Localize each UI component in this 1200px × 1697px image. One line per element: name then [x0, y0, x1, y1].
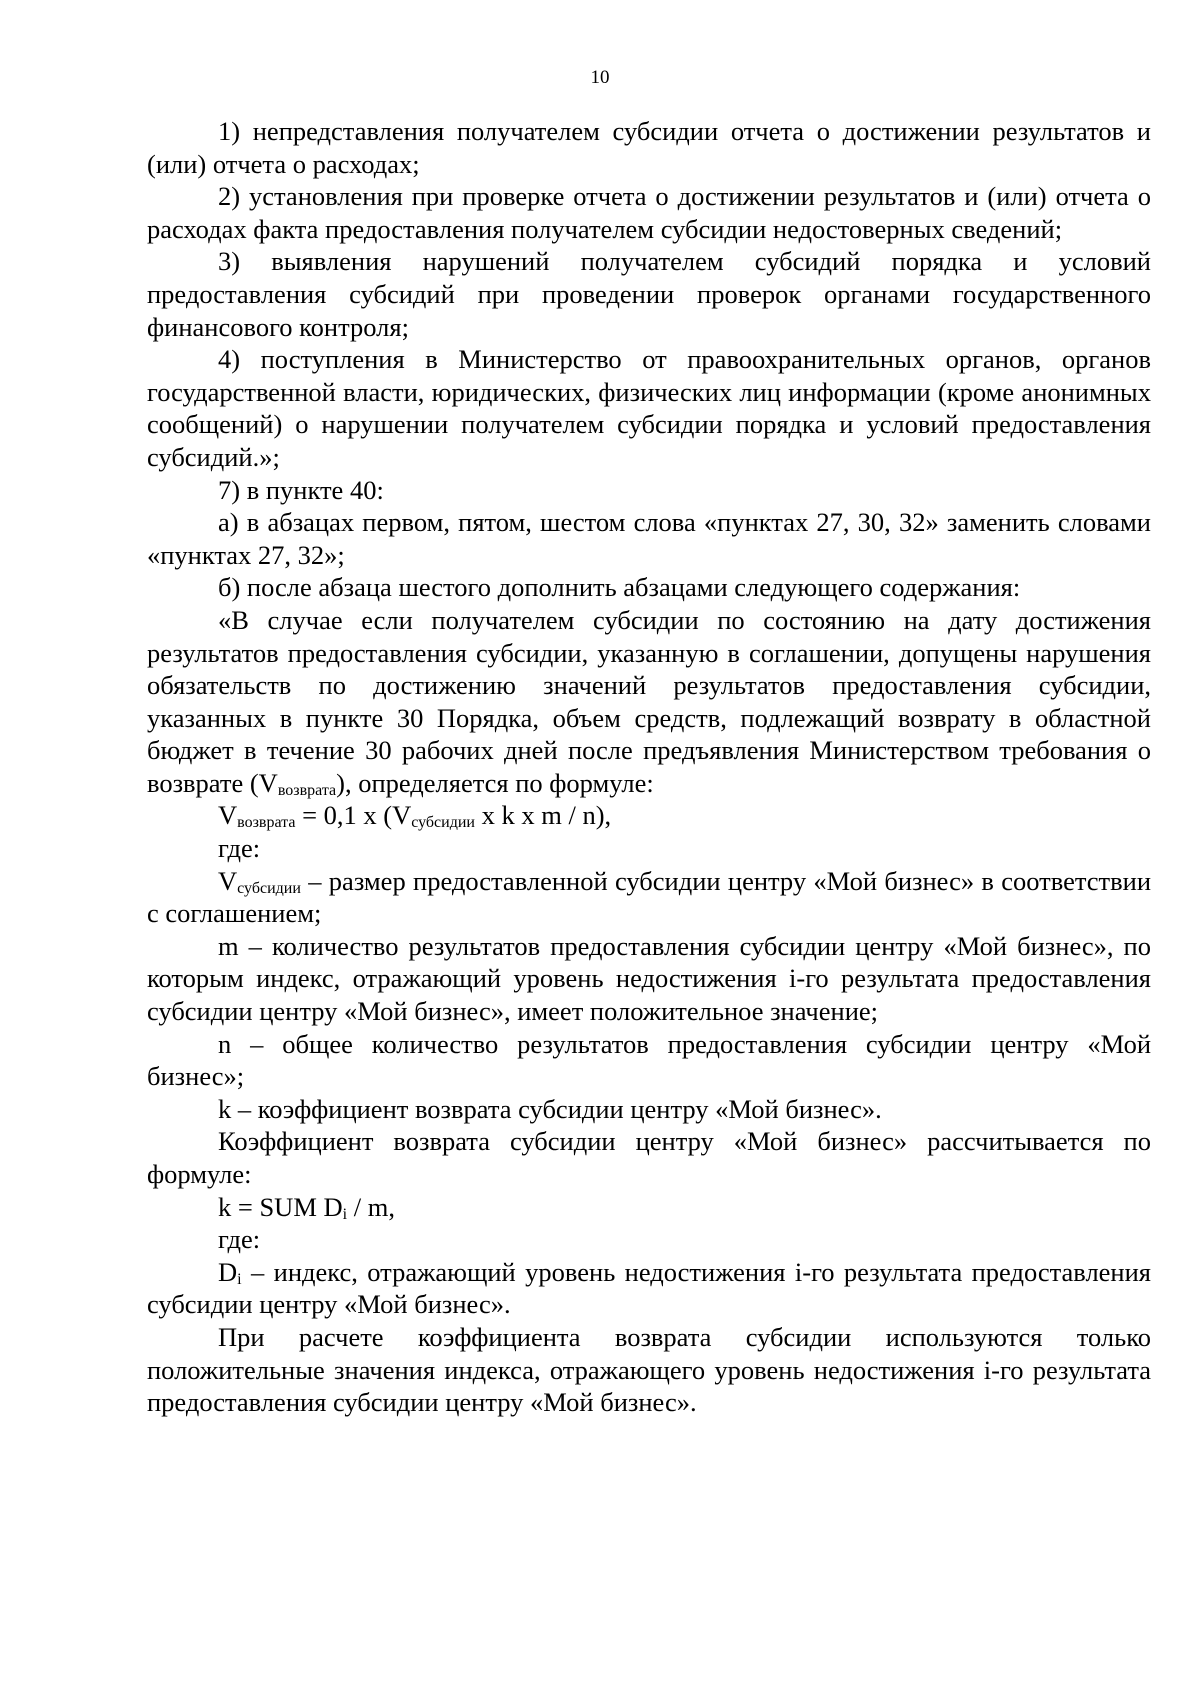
paragraph-coefficient: Коэффициент возврата субсидии центру «Мой бизнес» рассчитывается по формуле:: [147, 1126, 1151, 1189]
list-item-3: 3) выявления нарушений получателем субсидий порядка и условий предоставления субсидий при проведении проверок органами государственного финансового контроля;: [147, 246, 1151, 342]
formula-tail: / m,: [347, 1191, 395, 1222]
subscript: субсидии: [411, 814, 475, 832]
definition-d: [147, 1256, 1151, 1321]
subscript: i: [237, 1270, 242, 1288]
formula-tail: x k x m / n),: [474, 800, 612, 831]
clause-7: 7) в пункте 40:: [218, 474, 384, 505]
paragraph-return-case-tail: ), определяется по формуле:: [336, 767, 654, 798]
where-label: где:: [218, 833, 261, 864]
definition-m: m – количество результатов предоставления субсидии центру «Мой бизнес», по которым индекс, отражающий уровень недостижения i-го результата предоставления субсидии центру «Мой бизнес», имеет положительное значение;: [147, 930, 1151, 1027]
definition-n: n – общее количество результатов предоставления субсидии центру «Мой бизнес»;: [147, 1028, 1151, 1092]
list-item-4: 4) поступления в Министерство от правоохранительных органов, органов государственной власти, юридических, физических лиц информации (кроме анонимных сообщений) о нарушении получателем субсидии порядка и условий предоставления субсидий.»;: [147, 344, 1151, 472]
formula-mid: = 0,1 x (V: [295, 800, 412, 831]
definition-v-subsidy: [147, 865, 1151, 930]
subscript: i: [342, 1205, 348, 1223]
subscript: возврата: [237, 814, 296, 832]
formula-var: V: [218, 800, 238, 831]
where-label: где:: [218, 1224, 261, 1255]
formula-k: [147, 1191, 1151, 1224]
page-number: 10: [590, 67, 610, 88]
formula-v-return: [147, 799, 1151, 832]
definition-k: k – коэффициент возврата субсидии центру «Мой бизнес».: [218, 1093, 882, 1124]
list-item-1: 1) непредставления получателем субсидии отчета о достижении результатов и (или) отчета о расходах;: [147, 116, 1151, 179]
paragraph-return-case-text: «В случае если получателем субсидии по состоянию на дату достижения результатов предоставления субсидии, указанную в соглашении, допущены нарушения обязательств по достижению значений результатов предоставления субсидии, указанных в пункте 30 Порядка, объем средств, подлежащий возврату в областной бюджет в течение 30 рабочих дней после предъявления Министерством требования о возврате (V: [147, 604, 1151, 798]
clause-7a: а) в абзацах первом, пятом, шестом слова «пунктах 27, 30, 32» заменить словами «пунктах 27, 32»;: [147, 507, 1151, 570]
document-body: [147, 115, 1151, 1419]
list-item-2: 2) установления при проверке отчета о достижении результатов и (или) отчета о расходах факта предоставления получателем субсидии недостоверных сведений;: [147, 181, 1151, 244]
paragraph-return-case: [147, 604, 1151, 800]
def-text: – размер предоставленной субсидии центру «Мой бизнес» в соответствии с соглашением;: [147, 865, 1151, 929]
paragraph-final: При расчете коэффициента возврата субсидии используются только положительные значения индекса, отражающего уровень недостижения i-го результата предоставления субсидии центру «Мой бизнес».: [147, 1321, 1151, 1418]
subscript: возврата: [277, 781, 337, 799]
clause-7b: б) после абзаца шестого дополнить абзацами следующего содержания:: [218, 572, 1021, 603]
def-var: V: [218, 865, 238, 896]
def-text: – индекс, отражающий уровень недостижения i-го результата предоставления субсидии центру «Мой бизнес».: [147, 1256, 1151, 1320]
subscript: субсидии: [237, 879, 301, 897]
formula-left: k = SUM D: [218, 1191, 343, 1222]
def-var: D: [218, 1256, 238, 1287]
